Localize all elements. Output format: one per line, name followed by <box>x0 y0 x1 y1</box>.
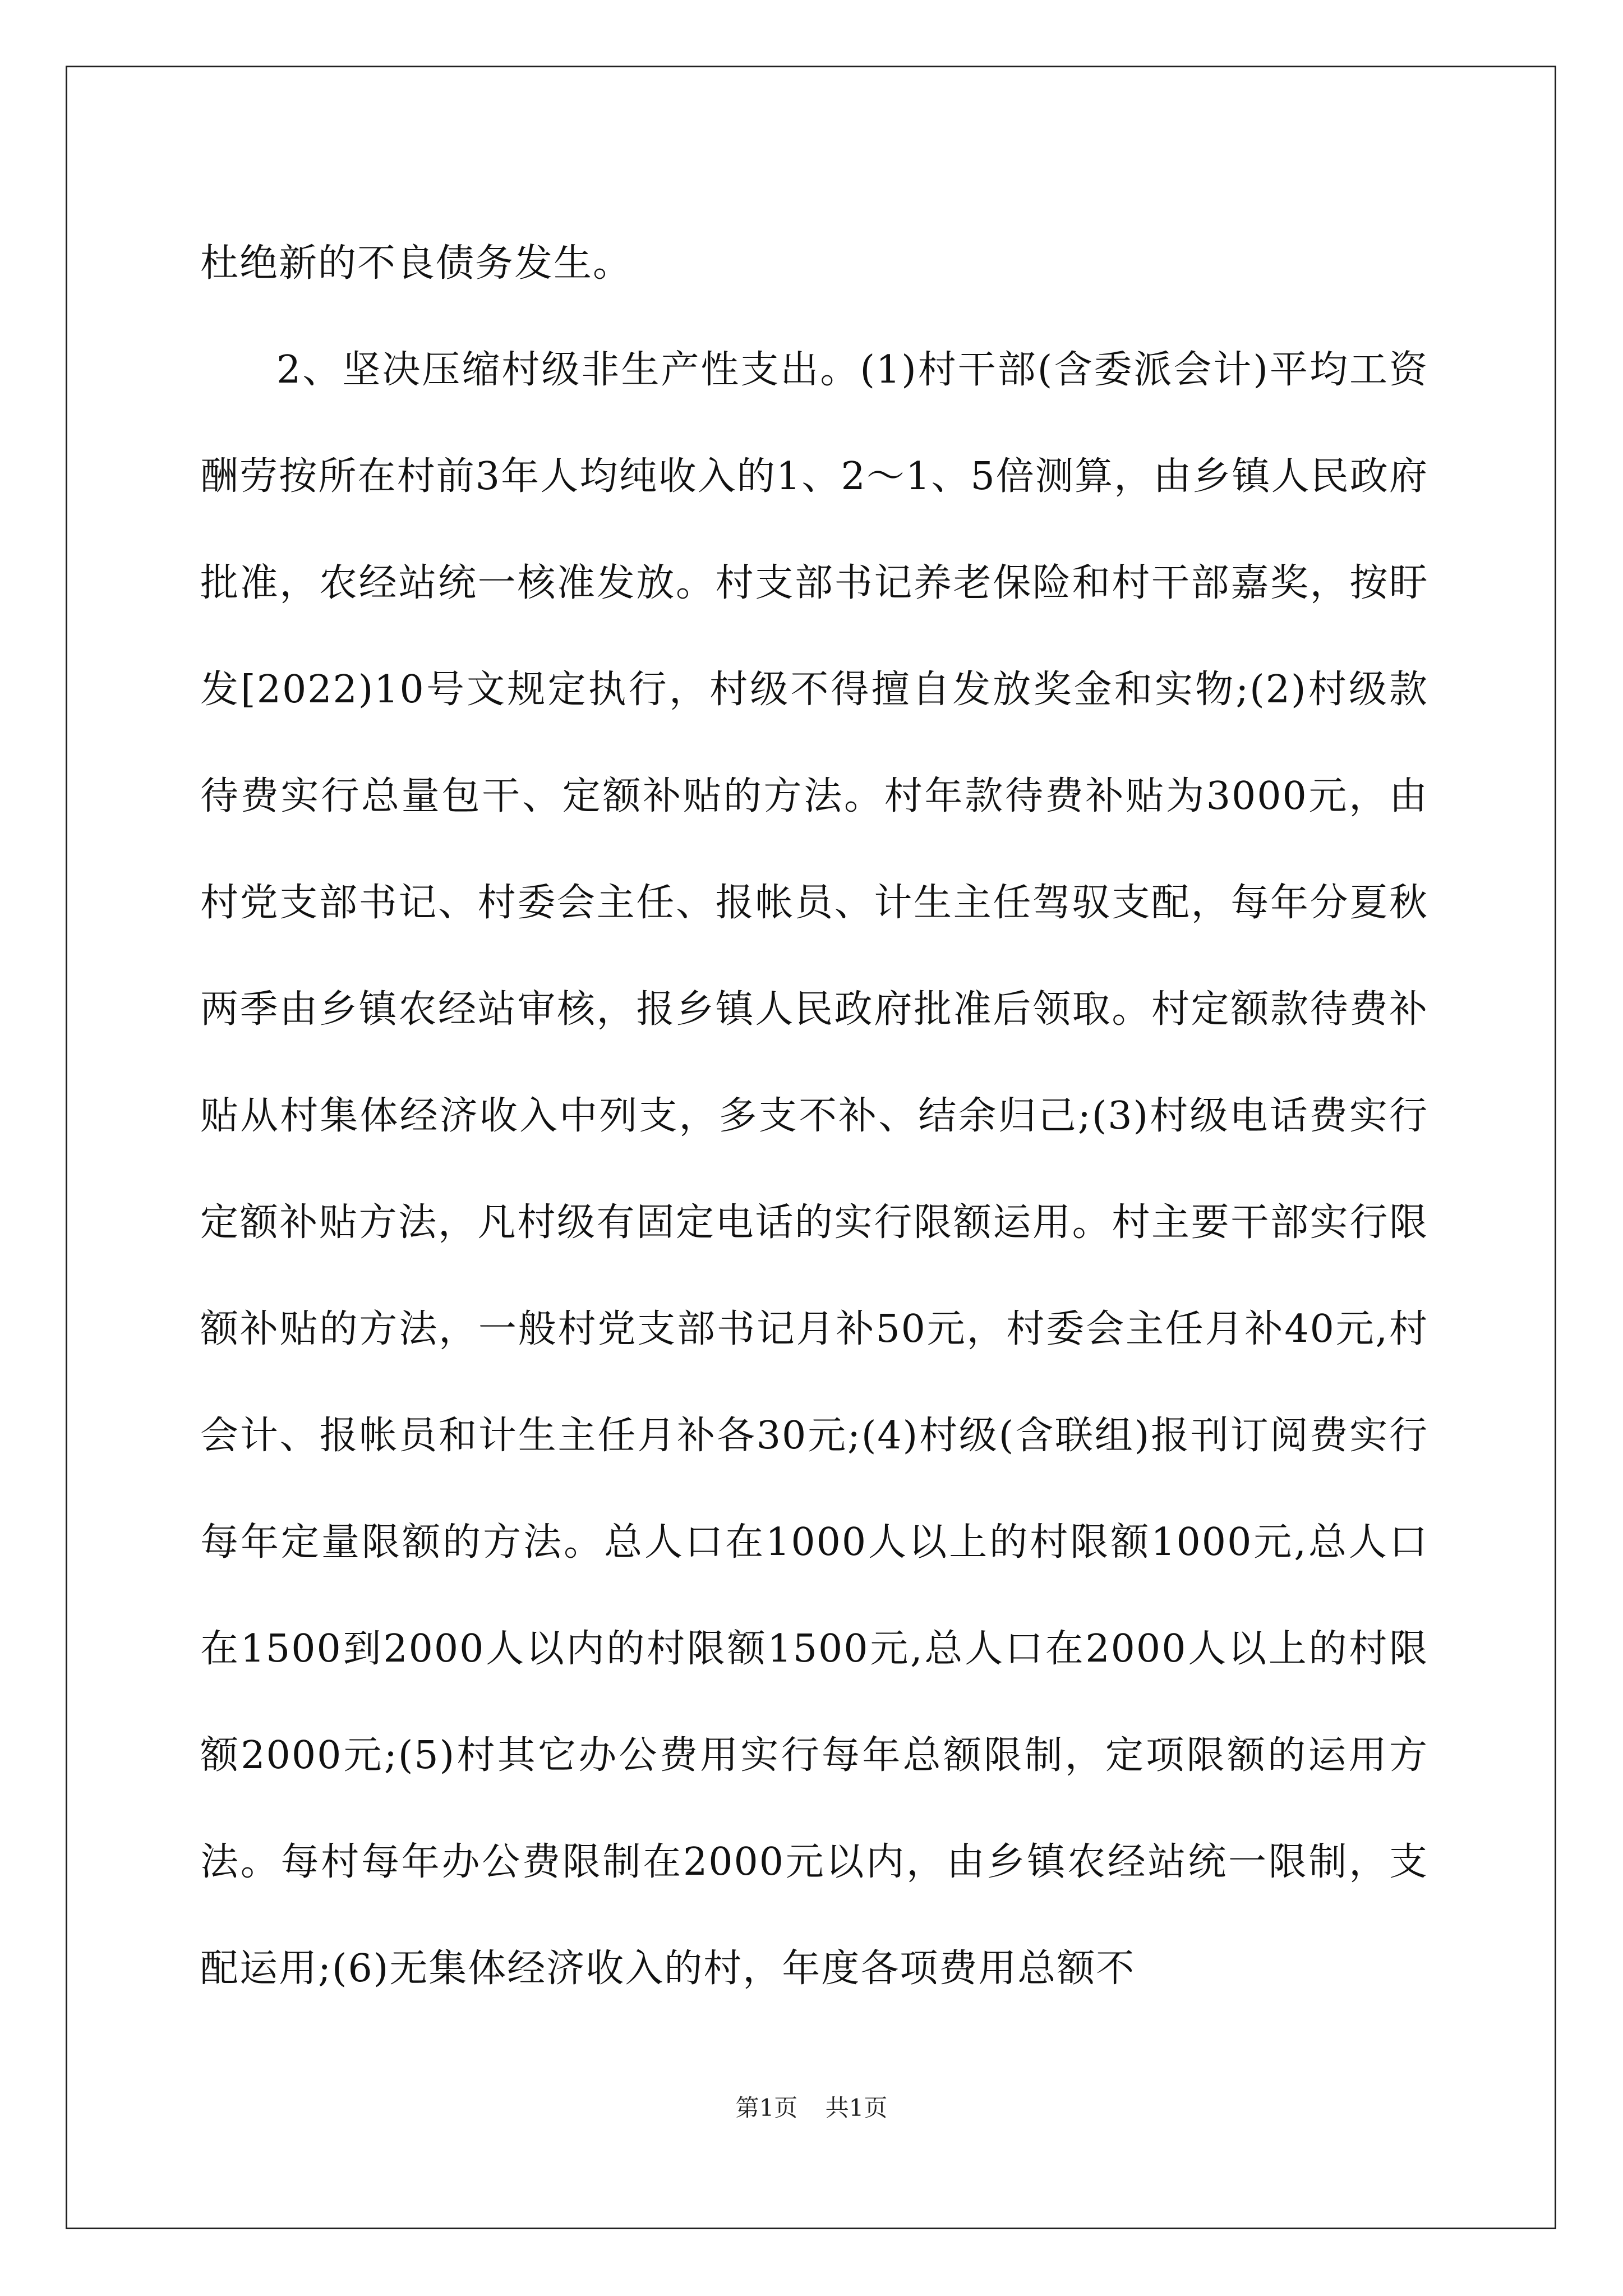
paragraph-1: 杜绝新的不良债务发生。 <box>200 241 633 286</box>
document-body <box>200 210 1428 2022</box>
page-footer <box>0 2090 1623 2123</box>
page-total: 共1页 <box>825 2094 888 2122</box>
paragraph-2: 2、坚决压缩村级非生产性支出。(1)村干部(含委派会计)平均工资酬劳按所在村前3年人均纯收入的1、2～1、5倍测算，由乡镇人民政府批准，农经站统一核准发放。村支部书记养老保险和村干部嘉奖，按盱发[2022)10号文规定执行，村级不得擅自发放奖金和实物;(2)村级款待费实行总量包干、定额补贴的方法。村年款待费补贴为3000元，由村党支部书记、村委会主任、报帐员、计生主任驾驭支配，每年分夏秋两季由乡镇农经站审核，报乡镇人民政府批准后领取。村定额款待费补贴从村集体经济收入中列支，多支不补、结余归己;(3)村级电话费实行定额补贴方法，凡村级有固定电话的实行限额运用。村主要干部实行限额补贴的方法，一般村党支部书记月补50元，村委会主任月补40元,村会计、报帐员和计生主任月补各30元;(4)村级(含联组)报刊订阅费实行每年定量限额的方法。总人口在1000人以上的村限额1000元,总人口在1500到2000人以内的村限额1500元,总人口在2000人以上的村限额2000元;(5)村其它办公费用实行每年总额限制，定项限额的运用方法。每村每年办公费限制在2000元以内，由乡镇农经站统一限制，支配运用;(6)无集体经济收入的村，年度各项费用总额不 <box>200 348 1429 1991</box>
page-number: 第1页 <box>735 2094 798 2122</box>
